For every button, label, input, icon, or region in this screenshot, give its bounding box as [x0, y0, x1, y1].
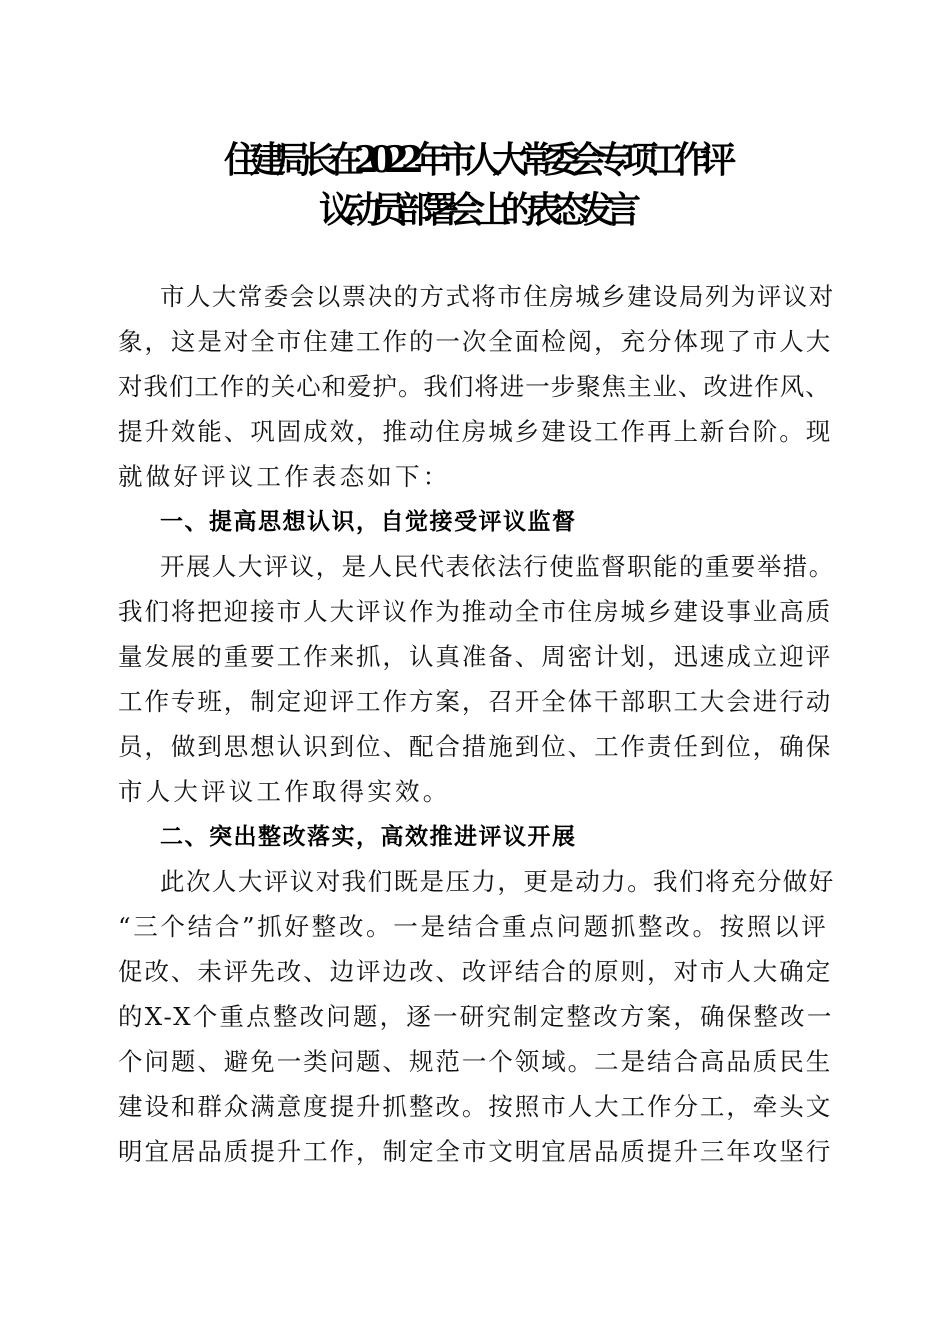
- paragraph-1-line: 提升效能、巩固成效，推动住房城乡建设工作再上新台阶。现: [118, 417, 833, 446]
- paragraph-2-line: 我们将把迎接市人大评议作为推动全市住房城乡建设事业高质: [118, 597, 833, 626]
- paragraph-1-line: 象，这是对全市住建工作的一次全面检阅，充分体现了市人大: [118, 327, 833, 356]
- section-heading-2: 二、突出整改落实，高效推进评议开展: [160, 824, 577, 850]
- section-heading-1: 一、提高思想认识，自觉接受评议监督: [160, 509, 577, 535]
- paragraph-3-line: 明宜居品质提升工作，制定全市文明宜居品质提升三年攻坚行: [118, 1137, 833, 1166]
- paragraph-2-line: 员，做到思想认识到位、配合措施到位、工作责任到位，确保: [118, 732, 833, 761]
- paragraph-1-line: 就做好评议工作表态如下：: [118, 462, 451, 491]
- paragraph-3-line: 的X-X个重点整改问题，逐一研究制定整改方案，确保整改一: [118, 1002, 834, 1031]
- paragraph-2-line: 工作专班，制定迎评工作方案，召开全体干部职工大会进行动: [118, 687, 833, 716]
- paragraph-3-line: 建设和群众满意度提升抓整改。按照市人大工作分工，牵头文: [118, 1092, 833, 1121]
- paragraph-1-line: 市人大常委会以票决的方式将市住房城乡建设局列为评议对: [160, 282, 835, 311]
- document-title: [100, 135, 850, 235]
- paragraph-3-line: 此次人大评议对我们既是压力，更是动力。我们将充分做好: [160, 867, 835, 896]
- title-line-2: 议动员部署会上的表态发言: [318, 189, 631, 231]
- paragraph-3-line: 个问题、避免一类问题、规范一个领域。二是结合高品质民生: [118, 1047, 833, 1076]
- paragraph-2-line: 开展人大评议，是人民代表依法行使监督职能的重要举措。: [160, 552, 835, 581]
- paragraph-3-line: 促改、未评先改、边评边改、改评结合的原则，对市人大确定: [118, 957, 833, 986]
- paragraph-2-line: 市人大评议工作取得实效。: [118, 777, 451, 806]
- title-line-1: 住建局长在2022年市人大常委会专项工作评: [223, 139, 727, 181]
- paragraph-3-line: “三个结合”抓好整改。一是结合重点问题抓整改。按照以评: [118, 912, 829, 941]
- paragraph-1-line: 对我们工作的关心和爱护。我们将进一步聚焦主业、改进作风、: [118, 372, 831, 401]
- paragraph-2-line: 量发展的重要工作来抓，认真准备、周密计划，迅速成立迎评: [118, 642, 833, 671]
